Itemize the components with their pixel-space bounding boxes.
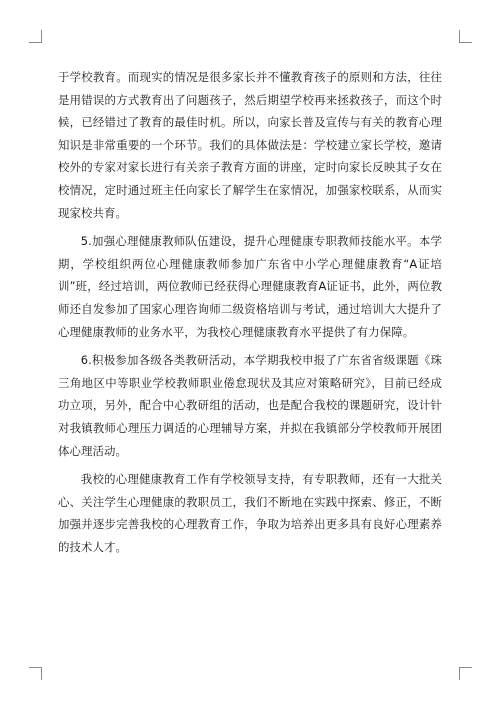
crop-mark-top-left bbox=[29, 30, 42, 43]
paragraph-conclusion: 我校的心理健康教育工作有学校领导支持，有专职教师，还有一大批关心、关注学生心理健康的教职员工，我们不断地在实践中探索、修正，不断加强并逐步完善我校的心理教育工作，争取为培养出更多具有良好心理素养的技术人才。 bbox=[58, 472, 442, 554]
paragraph-research-activities: 6.积极参加各级各类教研活动，本学期我校申报了广东省省级课题《珠三角地区中等职业学校教师职业倦怠现状及其应对策略研究》，目前已经成功立项，另外，配合中心教研组的活动，也是配合我校的课题研究，设计针对我镇教师心理压力调适的心理辅导方案，并拟在我镇部分学校教师开展团体心理活动。 bbox=[58, 353, 442, 458]
crop-mark-top-right bbox=[459, 30, 472, 43]
paragraph-home-school-cooperation: 于学校教育。而现实的情况是很多家长并不懂教育孩子的原则和方法，往往是用错误的方式教育出了问题孩子，然后期望学校再来拯救孩子，而这个时候，已经错过了教育的最佳时机。所以，向家长普及宣传与有关的教育心理知识是非常重要的一个环节。我们的具体做法是：学校建立家长学校，邀请校外的专家对家长进行有关亲子教育方面的讲座，定时向家长反映其子女在校情况，定时通过班主任向家长了解学生在家情况，加强家校联系，从而实现家校共育。 bbox=[58, 70, 442, 220]
crop-mark-bottom-left bbox=[29, 667, 42, 680]
paragraph-teacher-training: 5.加强心理健康教师队伍建设，提升心理健康专职教师技能水平。本学期，学校组织两位心理健康教师参加广东省中小学心理健康教育“A证培训”班，经过培训，两位教师已经获得心理健康教育A证证书，此外，两位教师还自发参加了国家心理咨询师二级资格培训与考试，通过培训大大提升了心理健康教师的业务水平，为我校心理健康教育水平提供了有力保障。 bbox=[58, 234, 442, 339]
document-body bbox=[58, 66, 442, 564]
crop-mark-bottom-right bbox=[459, 667, 472, 680]
